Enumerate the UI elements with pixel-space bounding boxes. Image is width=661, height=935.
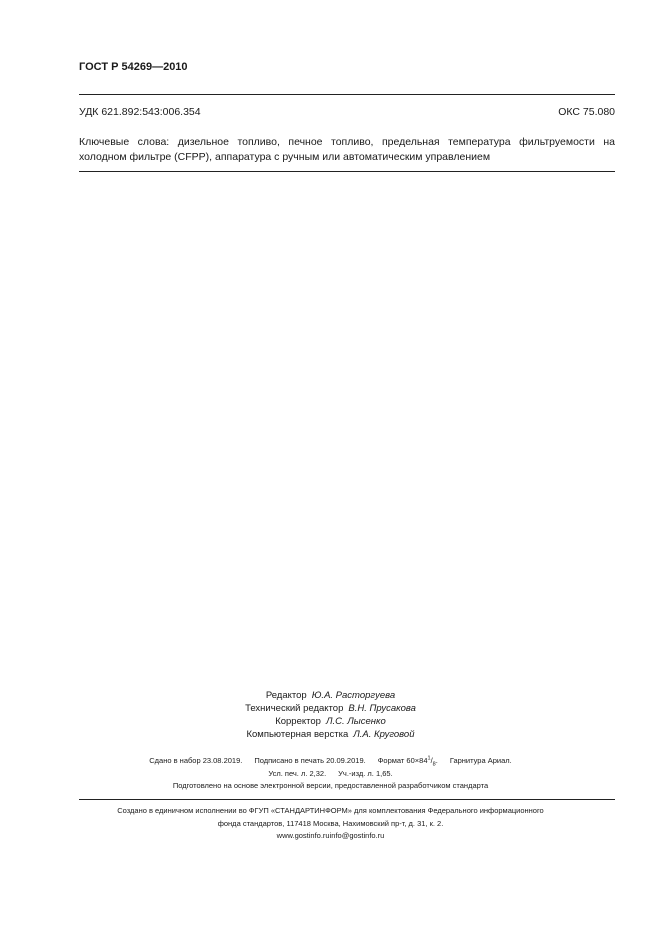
footer-line-2: фонда стандартов, 117418 Москва, Нахимовский пр-т, д. 31, к. 2.: [217, 818, 444, 828]
credit-editor: [0, 689, 661, 702]
footer-contacts: [0, 830, 661, 843]
standard-code: ГОСТ Р 54269—2010: [79, 61, 188, 73]
imprint-signed-date: Подписано в печать 20.09.2019.: [254, 756, 366, 765]
oks-code: ОКС 75.080: [558, 106, 615, 118]
imprint-block: [0, 755, 661, 793]
credit-role: Технический редактор: [245, 703, 344, 714]
email-link: info@gostinfo.ru: [329, 831, 385, 840]
footer-line-1: Создано в единичном исполнении во ФГУП «СТАНДАРТИНФОРМ» для комплектования Федерального информационного: [117, 806, 544, 815]
credit-name: Л.С. Лысенко: [325, 716, 386, 727]
imprint-line-2: [0, 768, 661, 781]
credits-block: [0, 689, 661, 741]
udk-code: УДК 621.892:543:006.354: [79, 106, 201, 118]
footer-divider: [79, 799, 615, 800]
imprint-line-3: Подготовлено на основе электронной версии, предоставленной разработчиком стандарта: [172, 781, 489, 790]
credit-name: В.Н. Прусакова: [348, 703, 416, 714]
credit-role: Редактор: [265, 690, 307, 701]
website-link: www.gostinfo.ru: [276, 831, 330, 840]
header-divider: [79, 94, 615, 95]
credit-name: Л.А. Круговой: [353, 729, 415, 740]
imprint-line-1: [0, 755, 661, 768]
credit-role: Компьютерная верстка: [246, 729, 349, 740]
keywords-divider: [79, 171, 615, 172]
credit-layout: [0, 728, 661, 741]
credit-role: Корректор: [275, 716, 321, 727]
imprint-typeface: Гарнитура Ариал.: [449, 756, 512, 765]
imprint-format: Формат $60\times 84^1/_8$.: [377, 755, 438, 768]
imprint-printed-sheets: Усл. печ. л. 2,32.: [268, 768, 327, 778]
credit-name: Ю.А. Расторгуева: [311, 690, 396, 701]
imprint-publisher-sheets: Уч.-изд. л. 1,65.: [338, 768, 393, 778]
credit-proofreader: [0, 715, 661, 728]
credit-tech-editor: [0, 702, 661, 715]
keywords-paragraph: Ключевые слова: дизельное топливо, печное топливо, предельная температура фильтруемости на холодном фильтре (CFPP), аппаратура с ручным или автоматическим управлением: [79, 136, 615, 163]
footer-block: [0, 805, 661, 843]
imprint-sent-date: Сдано в набор 23.08.2019.: [149, 756, 243, 765]
